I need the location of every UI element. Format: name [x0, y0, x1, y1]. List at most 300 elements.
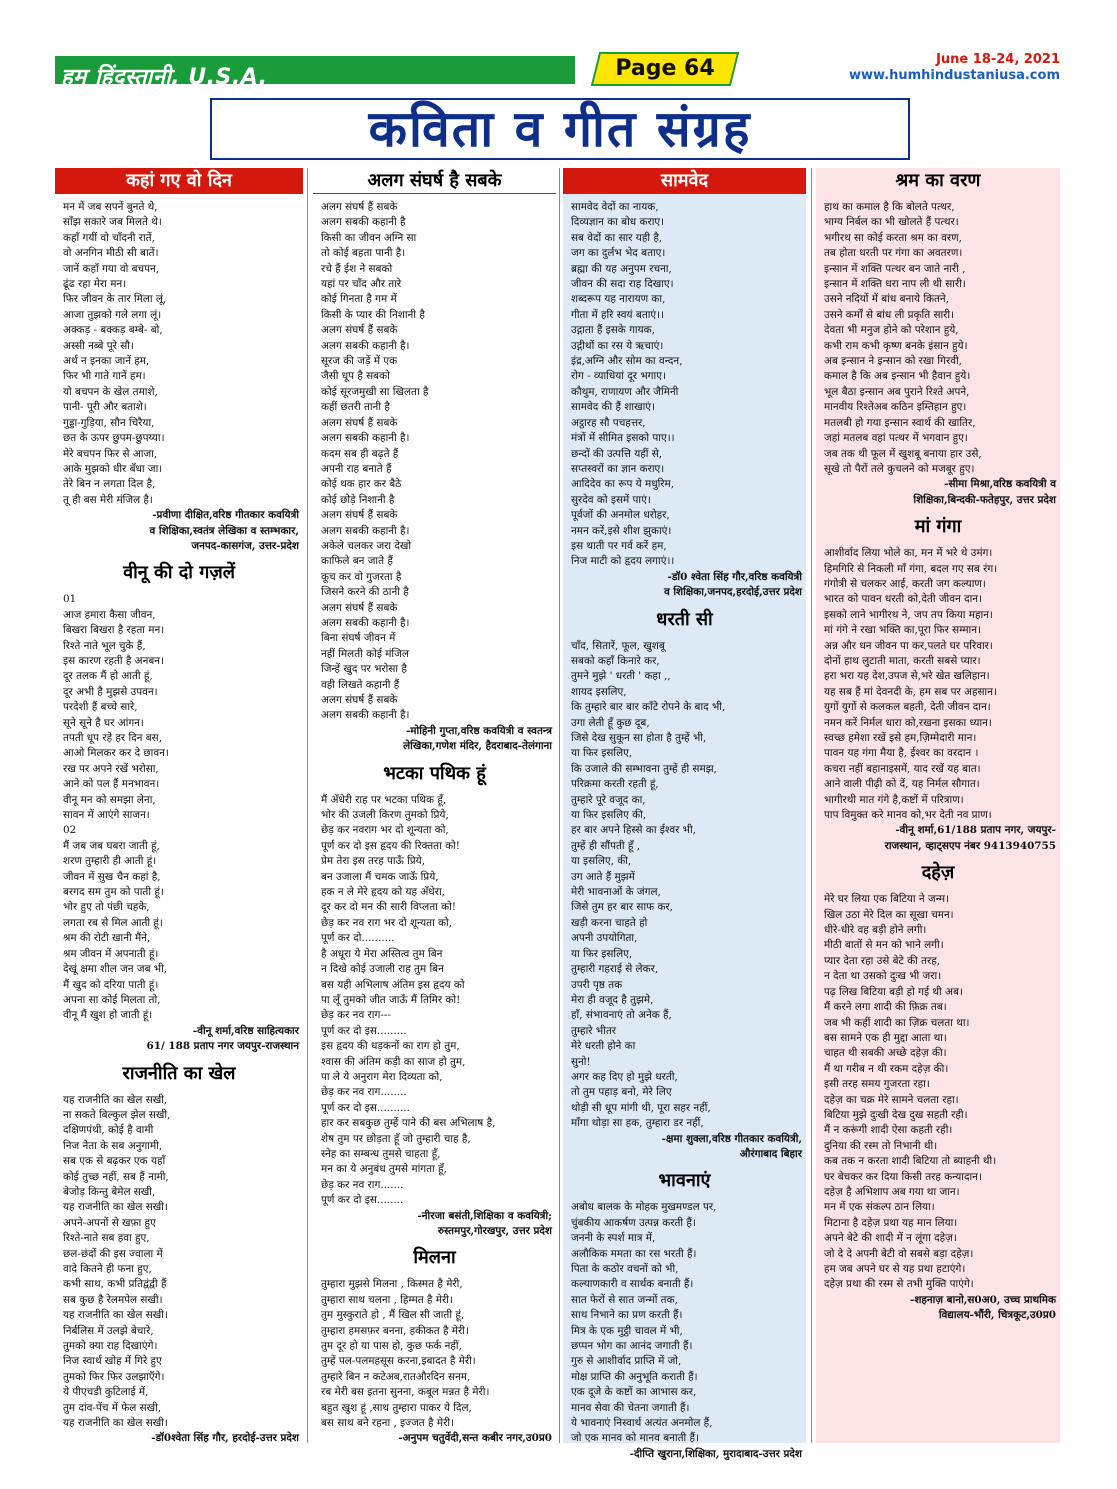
poem-line: अपनी उपयोगिता,: [571, 932, 638, 945]
poem-maa-ganga: [816, 514, 1060, 856]
poem-line: पूर्ण कर दो इस हृदय की रिक्तता को!: [321, 839, 460, 852]
credit-line: जनपद-कासगंज, उत्तर-प्रदेश: [191, 539, 299, 552]
poem-line: या फिर इसलिए,: [571, 947, 633, 960]
poem-line: आदिदेव का रूप ये मधुरिम,: [571, 478, 675, 491]
poem-author-credit: [563, 570, 806, 603]
poem-body: [816, 200, 1060, 477]
poem-line: तुम्हारे पूरे वजूद का,: [571, 793, 646, 806]
poem-line: अलग संघर्ष हैं सबके: [321, 601, 398, 614]
poem-body: [563, 639, 806, 1132]
poem-line: मैं अँधेरी राह पर भटका पथिक हूँ,: [321, 793, 447, 806]
poem-line: स्नेह का सम्बन्ध तुमसे चाहता हूँ,: [321, 1147, 441, 1160]
poem-line: बिटिया मुझे दुःखी देख दुख सहती रही।: [824, 1108, 968, 1121]
poem-line: इन्सान में शक्ति पत्थर बन जाते नारी ,: [824, 262, 966, 275]
poem-line: इन्सान में शक्ति धरा नाप ली थी सारी।: [824, 278, 966, 291]
poem-line: अपना सा कोई मिलता तो,: [63, 993, 161, 1006]
poem-line: मैं करने लगा शादी की फ़िक्र तब।: [824, 1001, 947, 1014]
credit-line: राजस्थान, व्हाट्सएप नंबर 9413940755: [884, 839, 1056, 852]
poem-line: भोर हुए तो पंछी चहके,: [63, 901, 150, 914]
poem-line: परदेशी हैं बच्चे सारे,: [63, 701, 138, 714]
poem-line: मित्र के एक मुट्ठी चावल में भी,: [571, 1324, 683, 1337]
poem-line: या फिर इसलिए,: [571, 747, 633, 760]
poem-heading: सामवेद: [563, 168, 806, 194]
poem-author-credit: [563, 1447, 806, 1464]
poem-line: अलग सबकी कहानी है।: [321, 432, 410, 445]
poem-line: मैं खुद को दरिया पाती हूं।: [63, 978, 159, 991]
poem-line: सप्तस्वरों का ज्ञान कराए।: [571, 462, 665, 475]
poem-line: प्रेम तेरा इस तरह पाऊँ प्रिये,: [321, 855, 426, 868]
poem-line: तू ही बस मेरी मंजिल है।: [63, 493, 153, 506]
poem-line: किसी के प्यार की निशानी है: [321, 308, 425, 321]
poem-line: यह राजनीति का खेल सखी,: [63, 1093, 168, 1106]
poem-line: शेष तुम पर छोड़ता हूँ जो तुम्हारी चाह है,: [321, 1132, 471, 1145]
poem-line: पूर्ण कर दो इस.........: [321, 1024, 407, 1037]
poem-heading: श्रम का वरण: [895, 170, 981, 191]
poem-line: हाँ, संभावनाएं तो अनेक हैं,: [571, 1009, 672, 1022]
poem-line: जीवन में सुख चैन कहां है,: [63, 870, 161, 883]
poem-line: दक्षिणपंथी, कोई है वामी: [63, 1124, 154, 1137]
poem-line: जिसे तुम हर बार साफ कर,: [571, 901, 673, 914]
poem-body: [313, 1277, 556, 1431]
credit-line: रुस्तमपुर,गोरखपुर, उत्तर प्रदेश: [437, 1225, 552, 1237]
poem-line: देखूं क्षमा शील जन जब भी,: [63, 963, 168, 976]
poem-alag-sangharsh: [313, 168, 556, 757]
poem-line: मन में जब सपनें बुनते थे,: [63, 201, 158, 213]
poem-line: तुम मुस्कुराते हो , मैं खिल सी जाती हूं,: [321, 1309, 465, 1322]
poem-dahej: [816, 860, 1060, 1325]
poem-line: तुम्हारे भीतर: [571, 1024, 616, 1037]
poem-author-credit: [55, 1024, 303, 1057]
poem-line: उद्गाता हैं इसके गायक,: [571, 324, 655, 337]
poem-line: उद्गीथों का रस ये ऋचाएं।: [571, 339, 664, 352]
poem-line: मेरे घर लिया एक बिटिया ने जन्म।: [824, 893, 950, 906]
column-divider: [307, 168, 308, 1443]
poem-line: हम जब अपने घर से यह प्रथा हटाएंगे।: [824, 1263, 966, 1275]
poem-line: मेरा ही वजूद है तुझमे,: [571, 993, 654, 1006]
poem-line: सबको कहाँ किनारे कर,: [571, 654, 660, 667]
poem-line: बेजोड़ किन्तु बेमेल सखी,: [63, 1185, 156, 1198]
poem-line: इस कारण रहती है अनबन।: [63, 654, 165, 667]
poem-line: चाँद, सितारें, फूल, खुशबू: [571, 639, 665, 652]
poem-line: रचे हैं ईश ने सबको: [321, 262, 393, 275]
poem-author-credit: [816, 823, 1060, 856]
poem-line: साँझ सकारे जब मिलते थे।: [63, 216, 162, 229]
poem-line: मिटाना है दहेज़ प्रथा यह मान लिया।: [824, 1216, 958, 1229]
poem-line: तब होता धरती पर गंगा का अवतरण।: [824, 247, 963, 260]
poem-line: छल-छंदों की इस ज्वाला में: [63, 1247, 163, 1260]
credit-line: -वीनू शर्मा,61/188 प्रताप नगर, जयपुर-: [895, 824, 1056, 837]
poem-line: रोग - व्याधियां दूर भगाए।: [571, 370, 666, 383]
poem-body: [313, 200, 556, 724]
poem-heading: मिलना: [413, 1247, 456, 1269]
poem-line: जीवन की सदा राह दिखाए।: [571, 278, 674, 291]
poem-line: खड़ी करना चाहते हो: [571, 916, 648, 929]
poem-dharti-si: [563, 607, 806, 1165]
poem-line: छप्पन भोग का आनंद जगाती हैं।: [571, 1340, 693, 1353]
poem-line: साथ निभाने का प्रण करती हैं।: [571, 1309, 683, 1322]
poem-line: उग आते हैं मुझमें: [571, 870, 635, 883]
poem-line: अब इन्सान ने इन्सान को रखा गिरवी,: [824, 355, 962, 368]
poem-line: रख पर अपने रखें भरोसा,: [63, 762, 159, 775]
poem-line: पाप विमुक्त करे मानव को,भर देती नव प्राण।: [824, 809, 992, 822]
credit-line: 61/ 188 प्रताप नगर जयपुर-राजस्थान: [146, 1040, 299, 1053]
poem-rajniti-ka-khel: [55, 1061, 303, 1449]
poem-line: ढूंढ रहा मेरा मन।: [63, 278, 127, 291]
poem-line: मेरे धरती होने का: [571, 1040, 636, 1053]
poem-line: सामवेद की हैं शाखाएं।: [571, 401, 655, 414]
poem-line: उसने नदियों में बांध बनाये कितने,: [824, 293, 950, 306]
poem-line: रिश्ते-नाते सब हवा हुए,: [63, 1232, 150, 1245]
poem-line: बस यही अभिलाष अंतिम इस हृदय को: [321, 978, 465, 991]
poem-bhavnayen: [563, 1168, 806, 1464]
poem-line: बिना संघर्ष जीवन में: [321, 632, 396, 645]
poem-line: मैं न करूंगी शादी ऐसा कहती रही।: [824, 1124, 953, 1137]
publication-name: हम हिंदुस्तानी, U.S.A.: [61, 65, 268, 90]
poem-line: आशीर्वाद लिया भोले का, मन में भरे थे उमंग।: [824, 547, 993, 560]
credit-line: -नीरजा बसंती,शिक्षिका व कवयित्री;: [417, 1209, 552, 1222]
poem-line: वादे कितने ही फना हुए,: [63, 1263, 152, 1275]
credit-line: -सीमा मिश्रा,वरिष्ठ कवयित्री व: [944, 478, 1056, 491]
poem-line: ये भावनाएं निस्वार्थ अत्यंत अनमोल हैं,: [571, 1417, 713, 1430]
poem-line: फिर भी गाते गानें हम।: [63, 370, 146, 383]
poem-line: तुम्हारी गहराई से लेकर,: [571, 963, 659, 976]
page-title-text: कविता व गीत संग्रह: [368, 100, 752, 158]
poem-line: तुम दूर हो या पास हो, कुछ फर्क नहीं,: [321, 1340, 462, 1353]
poem-line: दोनों हाथ लुटाती माता, करती सबसे प्यार।: [824, 654, 981, 667]
poem-line: रिश्ते नाते भूल चुके हैं,: [63, 639, 146, 652]
poem-line: बन उजाला मैं चमक जाऊँ प्रिये,: [321, 870, 439, 883]
poem-line: पिता के कठोर वचनों को भी,: [571, 1263, 679, 1275]
poem-body: [313, 793, 556, 1209]
poem-line: चाहत थी सबकी अच्छे दहेज़ की।: [824, 1047, 947, 1060]
poem-line: हाथ का कमाल है कि बोलते पत्थर,: [824, 201, 955, 213]
poem-line: मैं था गरीब न थी रकम दहेज़ की।: [824, 1062, 949, 1075]
poem-line: किसी का जीवन अग्नि सा: [321, 231, 417, 244]
poem-heading: वीनू की दो गज़लें: [123, 562, 235, 584]
poem-line: ये पीएचडी कुटिलाई में,: [63, 1386, 149, 1399]
poem-line: सावन में आएंगे साजन।: [63, 809, 150, 822]
poem-line: तुम्हारे बिन न कटेअब,रातऔरदिन सनम,: [321, 1370, 471, 1383]
poem-line: प्यार देता रहा उसे बेटे की तरह,: [824, 954, 941, 967]
poem-line: मां गंगे ने रखा भक्ति का,पूरा फिर सम्मान।: [824, 624, 981, 637]
poem-line: अपने-अपनों से खफ़ा हुए: [63, 1216, 156, 1229]
poem-line: घर बेचकर कर दिया किसी तरह कन्यादान।: [824, 1170, 982, 1183]
poem-line: अलग सबकी कहानी है।: [321, 339, 410, 352]
poem-line: यह राजनीति का खेल सखी।: [63, 1417, 168, 1430]
poem-line: अपने बेटे की शादी में न लूंगा दहेज़।: [824, 1232, 957, 1245]
poem-line: जिसने करने की ठानी है: [321, 586, 409, 599]
poem-line: छेड़ कर नव राग........: [321, 1086, 407, 1099]
poem-line: पूर्ण कर दो इस........: [321, 1194, 404, 1207]
credit-line: शिक्षिका,बिन्दकी-फतेहपुर, उत्तर प्रदेश: [913, 493, 1056, 506]
poem-line: तुमको फिर फिर उलझाएँगे।: [63, 1370, 165, 1383]
poem-line: उगा लेती हूँ कुछ दूब,: [571, 716, 650, 729]
poem-line: भगीरथ सा कोई करता श्रम का वरण,: [824, 231, 962, 244]
poem-line: ना सकते बिल्कुल झेल सखी,: [63, 1108, 171, 1121]
poem-line: देवता भी मनुज होने को परेशान हुये,: [824, 324, 959, 337]
poem-line: भाग्य निर्बल का भी खोलते हैं पत्थर।: [824, 216, 959, 229]
poem-line: अलग सबकी कहानी है।: [321, 524, 410, 537]
poem-line: हार कर सबकुछ तुम्हें पाने की बस अभिलाष है,: [321, 1117, 496, 1130]
poem-line: तुम्हारा हमसफ़र बनना, हकीकत है मेरी।: [321, 1324, 469, 1337]
poem-body: [55, 592, 303, 1023]
poem-line: जिसे देख सुकून सा होता है तुम्हें भी,: [571, 732, 707, 744]
poem-line: सब एक से बढ़कर एक यहाँ: [63, 1155, 166, 1168]
poem-heading: अलग संघर्ष है सबके: [313, 168, 556, 194]
poem-line: यह राजनीति का खेल सखी।: [63, 1201, 168, 1214]
poem-line: कोई सूरजमुखी सा खिलता है: [321, 385, 429, 398]
poem-line: खिल उठा मेरे दिल का सूखा चमन।: [824, 908, 954, 921]
poem-line: सात फेरों से सात जन्मों तक,: [571, 1293, 678, 1306]
column-1: [55, 168, 303, 1443]
poem-line: शब्दरूप यह नारायण का,: [571, 293, 666, 306]
poem-line: है अधूरा ये मेरा अस्तित्व तुम बिन: [321, 947, 443, 960]
poem-line: नमन करें निर्मल धारा को,रखना इसका ध्यान।: [824, 716, 992, 729]
poem-line: छत के ऊपर छुपम-छुपय्या।: [63, 432, 165, 445]
poem-line: पावन यह गंगा मैया है, ईश्वर का वरदान ।: [824, 747, 979, 760]
page-title: [210, 98, 910, 160]
poem-line: अलग संघर्ष हैं सबके: [321, 694, 398, 706]
poem-line: पूर्ण कर दो..........: [321, 932, 395, 945]
credit-line: व शिक्षिका,स्वतंत्र लेखिका व स्तम्भकार,: [149, 524, 299, 537]
poem-line: मतलबी हो गया इन्सान स्वार्थ की खातिर,: [824, 416, 976, 429]
column-4: [816, 168, 1060, 1443]
poem-line: या इसलिए, की,: [571, 855, 632, 868]
poem-line: सुरदेव को इसमें पाएं।: [571, 493, 651, 506]
poem-line: भूल बैठा इन्सान अब पुराने रिश्ते अपने,: [824, 385, 970, 398]
poem-line: अपनी राह बनाते हैं: [321, 462, 392, 475]
poem-line: कि तुम्हारे बार बार काँटे रोपने के बाद भी,: [571, 701, 726, 714]
poem-line: अर्थ न इनका जानें हम,: [63, 355, 150, 368]
credit-line: लेखिका,गणेश मंदिर, हैदराबाद-तेलंगाना: [403, 740, 552, 753]
poem-heading: धरती सी: [656, 608, 713, 630]
poem-line: भारत को पावन धरती को,देती जीवन दान।: [824, 593, 983, 606]
poem-line: मीठी बातों से मन को भाने लगी।: [824, 939, 944, 952]
poem-kahan-gaye-vo-din: [55, 168, 303, 556]
poem-line: तपती धूप रहे हर दिन बस,: [63, 732, 163, 744]
poem-line: अलग संघर्ष हैं सबके: [321, 324, 398, 337]
poem-body: [55, 200, 303, 508]
poem-line: पूर्ण कर दो इस..........: [321, 1101, 410, 1114]
poem-line: बरगद सम तुम को पाती हूं।: [63, 886, 164, 899]
credit-line: व शिक्षिका,जनपद,हरदोई,उत्तर प्रदेश: [663, 586, 802, 599]
poem-line: छेड़ कर नवराग भर दो शून्यता को,: [321, 824, 449, 837]
poem-line: नहीं मिलती कोई मंजिल: [321, 647, 409, 660]
poem-heading: मां गंगा: [914, 516, 962, 538]
poem-line: जब भी कहीं शादी का ज़िक्र चलता था।: [824, 1016, 970, 1029]
poem-line: बस साथ बने रहना , इज्जत है मेरी।: [321, 1417, 454, 1430]
poem-author-credit: [816, 1293, 1060, 1326]
poem-line: न दिखे कोई उजाली राह तुम बिन: [321, 963, 444, 976]
poem-body: [55, 1093, 303, 1432]
poem-line: जननी के स्पर्श मात्र में,: [571, 1232, 656, 1245]
poem-line: अलग संघर्ष हैं सबके: [321, 509, 398, 522]
poem-line: उपरी पृष्ठ तक: [571, 978, 623, 991]
credit-line: -डॉ0 श्वेता सिंह गौर,वरिष्ठ कवयित्री: [667, 570, 802, 583]
poem-line: इसको लाने भागीरथ ने, जप तप किया महान।: [824, 608, 993, 621]
credit-line: -वीनू शर्मा,वरिष्ठ साहित्यकार: [192, 1024, 299, 1037]
poem-line: आने को पल हैं मनभावन।: [63, 778, 160, 791]
poem-line: पा लूँ तुमको जीत जाऊँ मैं तिमिर को!: [321, 993, 461, 1006]
poem-line: बिखरा बिखरा है रहता मन।: [63, 624, 165, 637]
poem-line: हक न ले मेरे हृदय को यह अँधेरा,: [321, 886, 445, 899]
poem-author-credit: [313, 724, 556, 757]
poem-line: निज स्वार्थ खोह में गिरे हुए: [63, 1355, 162, 1368]
poem-line: धीरे-धीरे वह बड़ी होने लगी।: [824, 924, 927, 937]
poem-line: अलग संघर्ष हैं सबके: [321, 416, 398, 429]
poem-line: ब्रह्मा की यह अनुपम रचना,: [571, 262, 672, 275]
poem-line: मन का ये अनुबंध तुमसे मांगता हूँ,: [321, 1163, 447, 1176]
poem-line: मेरे बचपन फिर से आजा,: [63, 447, 158, 460]
poem-line: तुम्हारा साथ चलना , हिम्मत है मेरी।: [321, 1293, 453, 1306]
poem-body: [816, 546, 1060, 823]
poem-line: कोई गिनता है गम में: [321, 293, 397, 306]
column-divider: [559, 168, 560, 1443]
credit-line: -दीप्ति खुराना,शिक्षिका, मुरादाबाद-उत्तर प्रदेश: [629, 1447, 802, 1460]
poem-line: तो कोई बहता पानी है।: [321, 247, 406, 260]
poem-line: जैसी धूप है सबको: [321, 370, 390, 383]
poem-line: छेड़ कर नव राग भर दो शून्यता को,: [321, 916, 453, 929]
poem-line: मेरी भावनाओं के जंगल,: [571, 886, 661, 899]
column-2: [313, 168, 556, 1443]
poem-line: चुंबकीय आकर्षण उत्पन्न करती हैं।: [571, 1216, 696, 1229]
poem-line: अबोध बालक के मोहक मुखमण्डल पर,: [571, 1201, 717, 1214]
poem-line: सुनो!: [571, 1055, 591, 1068]
poem-line: गुरु से आशीर्वाद प्राप्ति में जो,: [571, 1355, 682, 1368]
poem-line: शायद इसलिए,: [571, 685, 627, 698]
poem-line: दुनिया की रस्म तो निभानी थी।: [824, 1139, 938, 1152]
poem-line: छेड़ कर नव राग---: [321, 1009, 391, 1022]
poem-line: गंगोत्री से चलकर आई, करती जग कल्याण।: [824, 577, 986, 590]
poem-line: उसने कर्मों से बांध ली प्रकृति सारी।: [824, 308, 955, 321]
poem-body: [816, 892, 1060, 1293]
poem-line: वीनू मैं खुश हो जाती हूं।: [63, 1009, 153, 1022]
credit-line: -मोहिनी गुप्ता,वरिष्ठ कवयित्री व स्वतन्त्र: [405, 724, 552, 737]
poem-line: तुम दांव-पेंच में फेल सखी,: [63, 1401, 162, 1414]
poem-author-credit: [55, 1431, 303, 1448]
poem-line: सब कुछ है रेलमपेल सखी।: [63, 1293, 163, 1306]
credit-line: -प्रवीणा दीक्षित,वरिष्ठ गीतकार कवयित्री: [152, 509, 299, 522]
column-divider: [811, 168, 812, 1443]
poem-line: दूर तलक मैं हो आती हूं,: [63, 670, 153, 683]
poem-body: [563, 1200, 806, 1447]
poem-line: स्वच्छ हमेशा रखें इसे हम,ज़िम्मेदारी मान।: [824, 732, 977, 744]
poem-line: आओ मिलकर कर दे छावन।: [63, 747, 169, 760]
poem-shram-ka-varan: [816, 168, 1060, 510]
poem-line: हरा भरा यह देश,उपज से,भरे खेत खलिहान।: [824, 670, 990, 683]
poem-line: श्वास की अंतिम कड़ी का साज हो तुम,: [321, 1055, 466, 1068]
poem-line: कि उजाले की सम्भावना तुम्हें ही समझ,: [571, 762, 717, 775]
poem-line: अलौकिक ममता का रस भरती हैं।: [571, 1247, 697, 1260]
poem-line: अलग संघर्ष हैं सबके: [321, 201, 398, 213]
poem-author-credit: [563, 1132, 806, 1165]
poem-line: पूर्वजों की अनमोल धरोहर,: [571, 509, 670, 522]
poem-line: वही लिखते कहानी हैं: [321, 678, 400, 691]
poem-line: कौथुम, राणायण और जैमिनी: [571, 385, 679, 398]
poem-line: तेरे बिन न लगता दिल है,: [63, 478, 156, 491]
poem-line: माँगा थोड़ा सा हक, तुम्हारा डर नहीं,: [571, 1117, 704, 1130]
poem-line: मानव सेवा की चेतना जगाती हैं।: [571, 1401, 690, 1414]
poem-line: सूने सूने है घर आंगन।: [63, 716, 144, 729]
poem-line: कचरा नहीं बहानाइसमें, याद रखें यह बात।: [824, 762, 981, 775]
poem-line: बस सामने एक ही मुद्दा आता था।: [824, 1031, 947, 1044]
poem-heading: भटका पथिक हूं: [383, 762, 486, 784]
poem-line: युगों युगों से कलकल बहती, देती जीवन दान।: [824, 701, 991, 714]
website-url[interactable]: www.humhindustaniusa.com: [848, 68, 1060, 83]
poem-line: कोई छोड़े निशानी है: [321, 493, 395, 506]
poem-line: निज नेता के सब अनुगामी,: [63, 1139, 163, 1152]
credit-line: विद्यालय-भौंरी, चित्रकूट,उ0प्र0: [938, 1309, 1056, 1322]
poem-line: अगर कह दिए हो मुझे धरती,: [571, 1070, 678, 1083]
poem-line: जानें कहाँ गया वो बचपन,: [63, 262, 160, 275]
poem-line: निर्बलिस में उलझे बेचारे,: [63, 1324, 154, 1337]
poem-heading: राजनीति का खेल: [122, 1062, 236, 1084]
poem-line: मंत्रों में सीमित इसको पाए।।: [571, 432, 675, 445]
poem-line: हिमगिरि से निकली माँ गंगा, बदल गए सब रंग।: [824, 562, 998, 575]
poem-line: तुम्हारा मुझसे मिलना , किस्मत है मेरी,: [321, 1278, 463, 1291]
poem-line: कहाँ गयीं वो चाँदनी रातें,: [63, 231, 155, 244]
poem-line: अलग सबकी कहानी है: [321, 216, 406, 229]
poem-line: वीनू मन को समझा लेना,: [63, 793, 156, 806]
poem-line: आज हमारा कैसा जीवन,: [63, 608, 156, 621]
poem-veenu-ghazals: [55, 560, 303, 1056]
poem-line: बहुत खुश हूं ,साथ तुम्हारा पाकर ये दिल,: [321, 1401, 472, 1414]
poem-line: छन्दों की उत्पत्ति यहीं से,: [571, 447, 663, 460]
page-number: Page 64: [615, 56, 715, 81]
poem-line: दूर अभी है मुझसे उपवन।: [63, 685, 158, 698]
credit-line: -क्षमा शुक्ला,वरिष्ठ गीतकार कवयित्री,: [661, 1132, 802, 1145]
poem-body: [563, 200, 806, 570]
poem-line: जग का दुर्लभ भेद बताए।: [571, 247, 666, 260]
poem-line: इंद्र,अग्नि और सोम का वन्दन,: [571, 355, 683, 368]
poem-line: पढ़ लिख बिटिया बड़ी हो गई थी अब।: [824, 985, 963, 998]
poem-line: गुड्डा-गुड़िया, सौन चिरैया,: [63, 416, 155, 429]
poem-line: यह सब हैं मां देवनदी के, हम सब पर अहसान।: [824, 685, 997, 698]
credit-line: -शहनाज़ बानो,स0अ0, उच्च प्राथमिक: [910, 1293, 1056, 1306]
poem-line: कल्याणकारी व सार्थक बनाती हैं।: [571, 1278, 694, 1291]
poem-line: सामवेद वेदों का नायक,: [571, 201, 659, 213]
poem-line: कभी राम कभी कृष्ण बनके इंसान हुये।: [824, 339, 968, 352]
poem-line: निज माटी को हृदय लगाएं।।: [571, 555, 675, 568]
poem-line: एक दूजे के कष्टों का आभास कर,: [571, 1386, 697, 1399]
poem-line: तुमने मुझे ' धरती ' कहा ,,: [571, 670, 671, 683]
poem-line: सूखे तो पैरों तले कुचलने को मजबूर हुए।: [824, 462, 975, 475]
poem-line: या फिर इसलिए की,: [571, 809, 647, 822]
credit-line: -डॉ0श्वेता सिंह गौर, हरदोई-उत्तर प्रदेश: [151, 1432, 299, 1445]
poem-line: भागीरथी मात गंगे है,कष्टों में परित्राण।: [824, 793, 964, 806]
poem-line: तुम्हें ही सौंपती हूँ ,: [571, 839, 641, 852]
poem-line: इस थाती पर गर्व करें हम,: [571, 539, 667, 552]
poem-line: जिन्हें खुद पर भरोसा है: [321, 663, 407, 676]
poem-line: अक्कड़ - बक्कड़ बम्बे- बो,: [63, 324, 163, 337]
poem-line: न देता था उसको दुःख भी जरा।: [824, 970, 942, 983]
poem-line: आने वाली पीढ़ी को दें, यह निर्मल सौगात।: [824, 778, 980, 791]
poem-line: मानवीय रिश्तेअब कठिन इम्तिहान हुए।: [824, 401, 967, 414]
poem-line: सूरज की जड़ें में एक: [321, 355, 398, 368]
poem-line: भोर की उजली किरण तुमको प्रिये,: [321, 809, 449, 822]
poem-author-credit: [313, 1431, 556, 1448]
poem-line: आजा तुझको गले लगा लूं।: [63, 308, 162, 321]
poem-line: यो बचपन के खेल तमाशे,: [63, 385, 158, 398]
poem-line: कभी साथ, कभी प्रतिद्वंद्वी हैं: [63, 1278, 167, 1291]
poem-line: कहीं छतरी तानी है: [321, 401, 390, 414]
poem-line: तुमको क्या राह दिखाएंगे।: [63, 1340, 158, 1353]
poem-line: अन्न और धन जीवन पा कर,पलते घर परिवार।: [824, 639, 993, 652]
issue-date: June 18-24, 2021: [936, 52, 1060, 67]
poem-line: 01: [63, 593, 77, 606]
poem-line: जहां मतलब वहां पत्थर में भगवान हुए।: [824, 432, 968, 445]
poem-line: जो एक मानव को मानव बनाती हैं।: [571, 1432, 699, 1445]
